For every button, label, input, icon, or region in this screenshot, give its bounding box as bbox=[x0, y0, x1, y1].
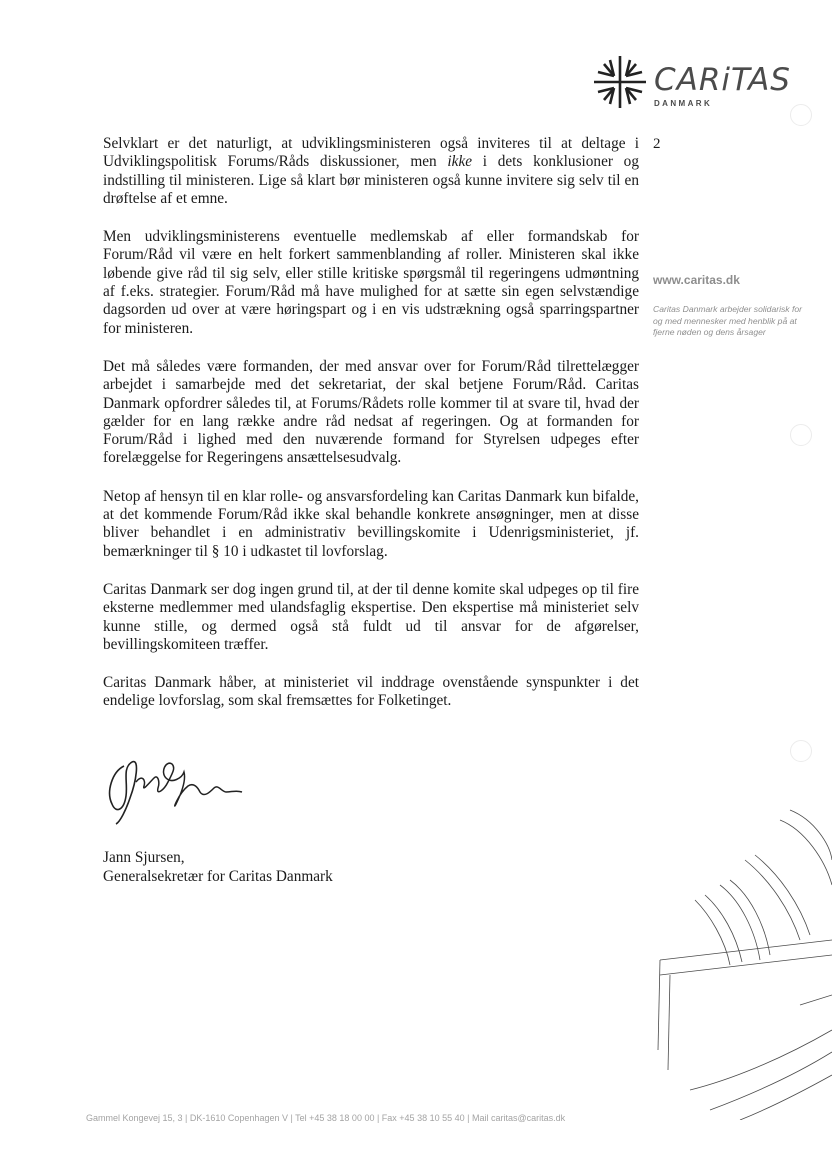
paragraph-2: Men udviklingsministerens eventuelle medlemskab af eller formandskab for Forum/Råd vil være en helt forkert sammenblanding af roller. Ministeren skal ikke løbende give råd til sig selv, eller stille kritiske spørgsmål til regeringens udmøntning af f.eks. strategier. Forum/Råd må have mulighed for at sætte sin egen selvstændige dagsorden ud over at være høringspart og i en vis udstrækning også sparringspartner for ministeren. bbox=[103, 228, 639, 337]
handwritten-signature bbox=[102, 752, 262, 828]
punch-hole bbox=[790, 424, 812, 446]
paragraph-1: Selvklart er det naturligt, at udviklingsministeren også inviteres til at deltage i Udviklingspolitisk Forums/Råds diskussioner, men ikke i dets konklusioner og indstilling til ministeren. Lige så klart bør ministeren også kunne invitere sig selv til en drøftelse af et emne. bbox=[103, 135, 639, 207]
signer-name: Jann Sjursen, bbox=[103, 849, 185, 866]
emphasis-text: ikke bbox=[447, 153, 473, 171]
logo-subtitle: DANMARK bbox=[654, 99, 713, 108]
punch-hole bbox=[790, 740, 812, 762]
signature-block bbox=[103, 848, 333, 886]
caritas-cross-icon bbox=[592, 54, 648, 110]
paragraph-3: Det må således være formanden, der med ansvar over for Forum/Råd tilrettelægger arbejdet i samarbejde med det sekretariat, der skal betjene Forum/Råd. Caritas Danmark opfordrer således til, at Forums/Rådets rolle kommer til at svare til, hvad der gælder for en lang række andre råd nedsat af regeringen. Og at formanden for Forum/Råd i lighed med den nuværende formand for Styrelsen udpeges efter forelæggelse for Regeringens ansættelsesudvalg. bbox=[103, 357, 639, 467]
organization-tagline: Caritas Danmark arbejder solidarisk for og med mennesker med henblik på at fjerne nøden og dens årsager bbox=[653, 304, 803, 337]
decorative-swoosh-graphic bbox=[630, 790, 832, 1120]
signer-title: Generalsekretær for Caritas Danmark bbox=[103, 868, 333, 885]
letter-body bbox=[103, 135, 639, 731]
paragraph-5: Caritas Danmark ser dog ingen grund til, at der til denne komite skal udpeges op til fire eksterne medlemmer med ulandsfaglig ekspertise. Den ekspertise må ministeriet selv kunne stille, og dermed også stå fuldt ud til ansvar for de afgørelser, bevillingskomiteen træffer. bbox=[103, 580, 639, 653]
website-link[interactable]: www.caritas.dk bbox=[653, 273, 740, 287]
paragraph-4: Netop af hensyn til en klar rolle- og ansvarsfordeling kan Caritas Danmark kun bifalde, at det kommende Forum/Råd ikke skal behandle konkrete ansøgninger, men at disse bliver behandlet i en administrativ bevillingskomite i Udenrigsministeriet, jf. bemærkninger til § 10 i udkastet til lovforslag. bbox=[103, 487, 639, 560]
page-number: 2 bbox=[653, 136, 661, 152]
punch-hole bbox=[790, 104, 812, 126]
letterhead-footer: Gammel Kongevej 15, 3 | DK-1610 Copenhagen V | Tel +45 38 18 00 00 | Fax +45 38 10 55 40 | Mail caritas@caritas.dk bbox=[86, 1113, 566, 1123]
logo-wordmark: CARiTAS bbox=[654, 62, 791, 98]
caritas-logo bbox=[592, 54, 792, 114]
paragraph-6: Caritas Danmark håber, at ministeriet vil inddrage ovenstående synspunkter i det endelige lovforslag, som skal fremsættes for Folketinget. bbox=[103, 674, 639, 710]
